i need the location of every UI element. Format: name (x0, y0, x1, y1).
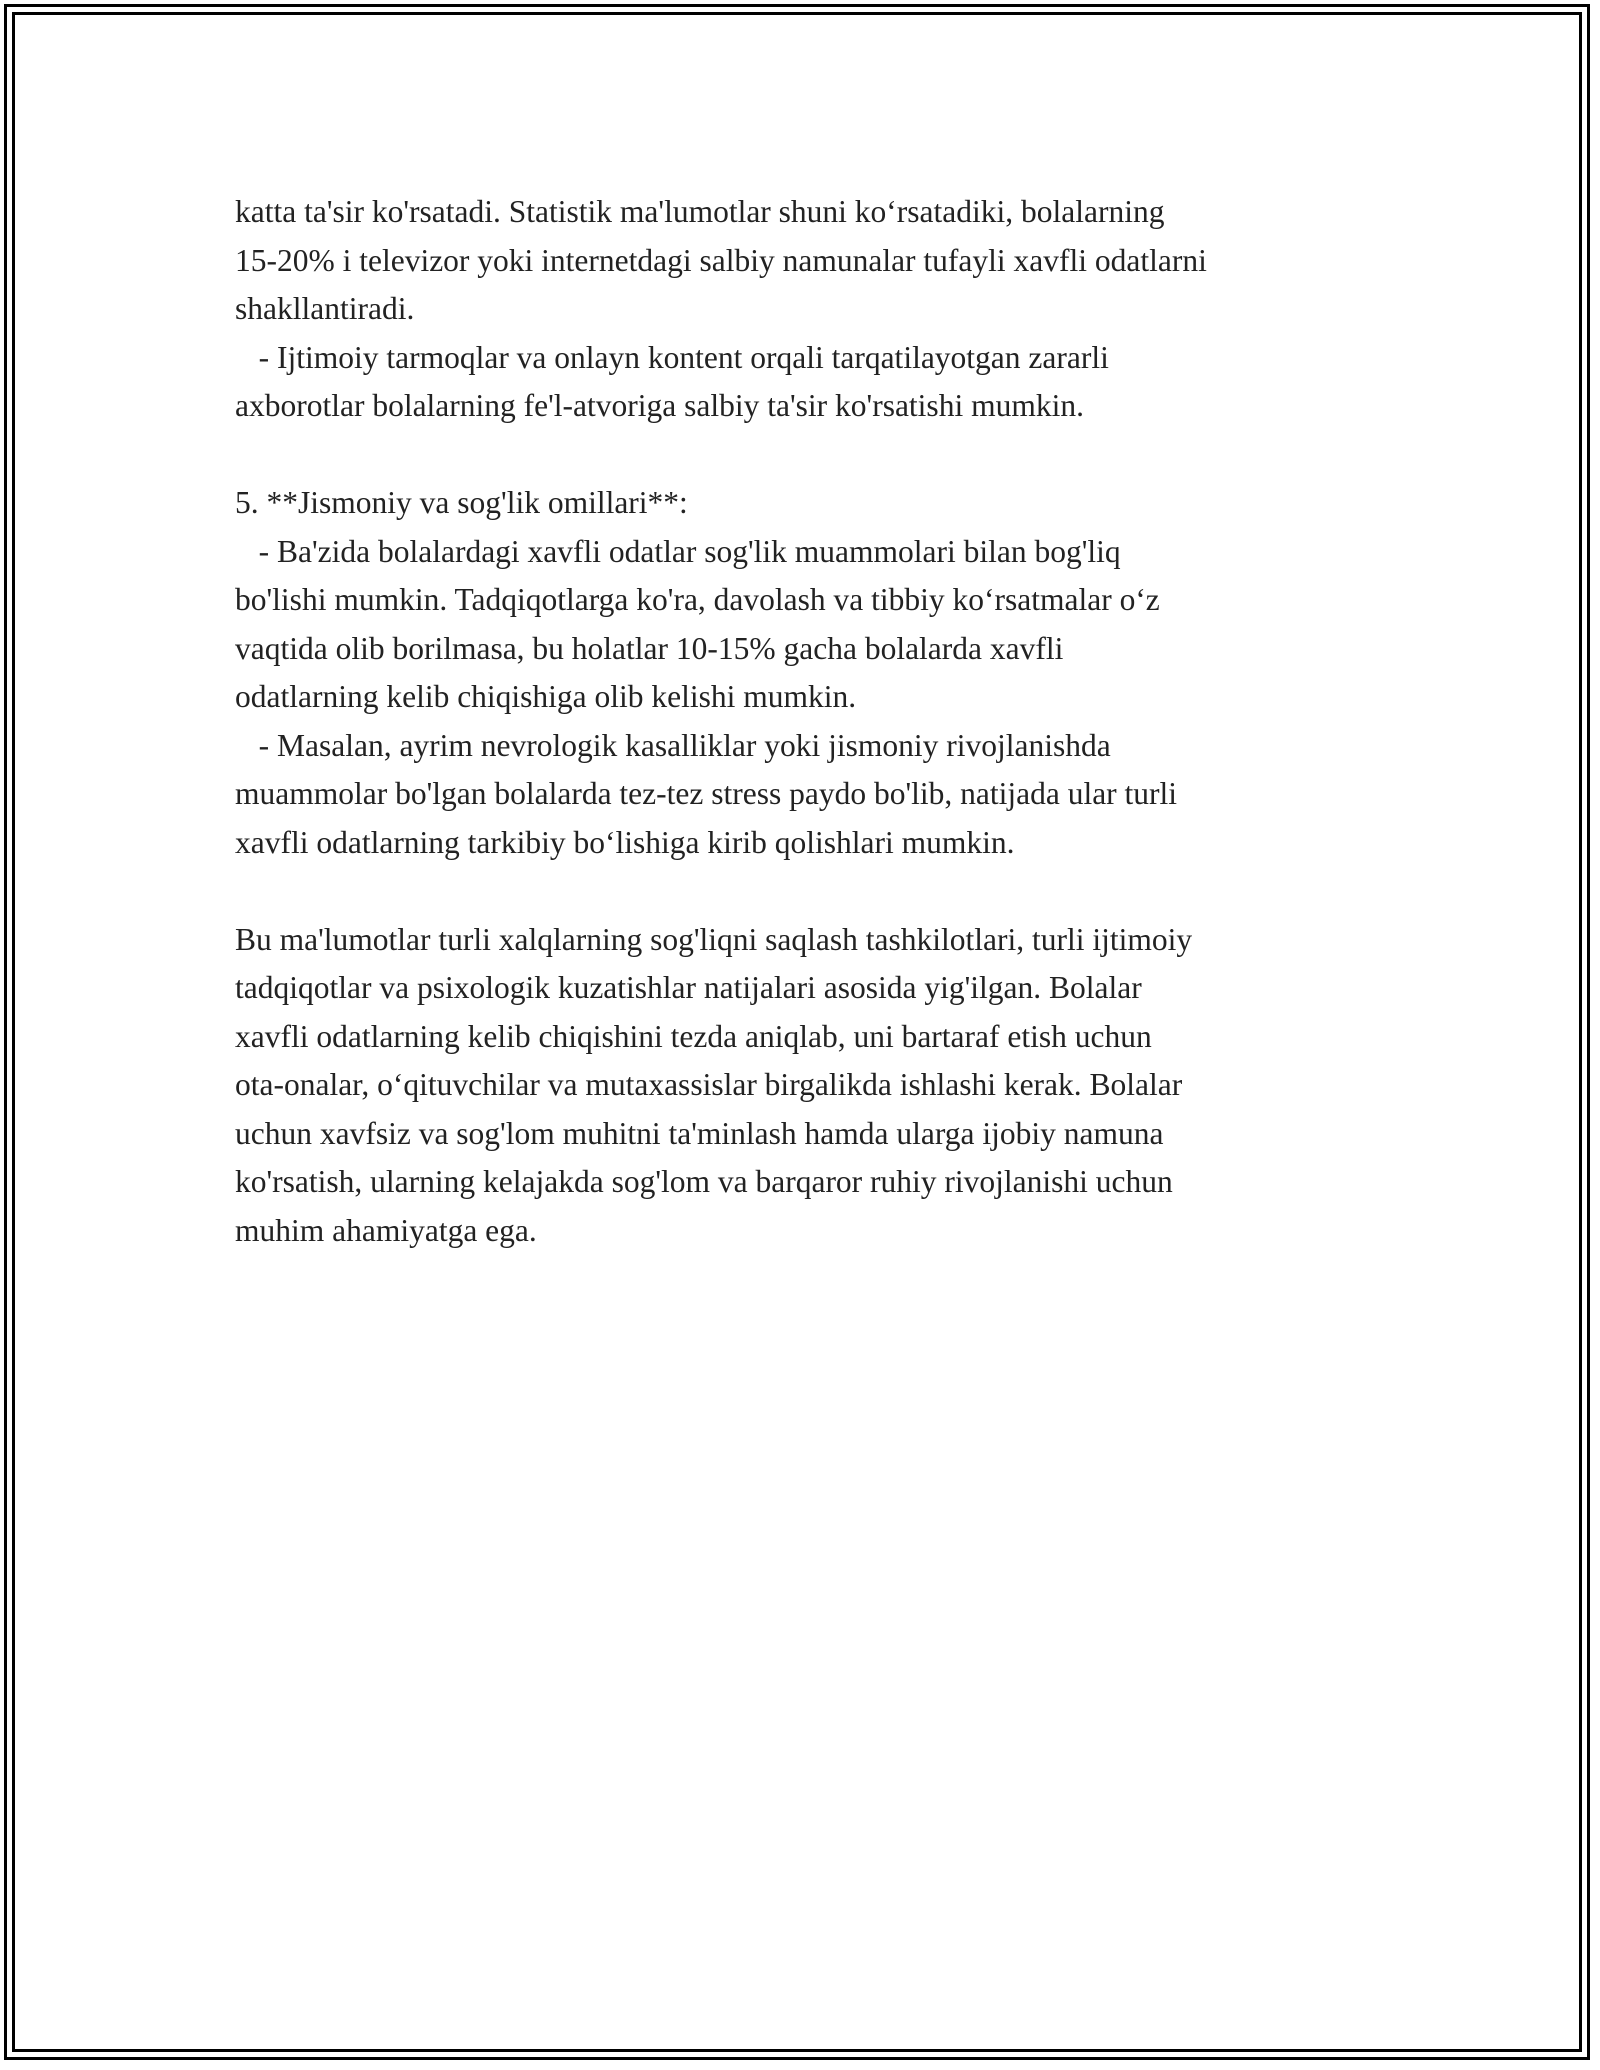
paragraph-1 (235, 188, 1415, 431)
text-line: axborotlar bolalarning fe'l-atvoriga salbiy ta'sir ko'rsatishi mumkin. (235, 388, 1084, 423)
paragraph-spacer (235, 867, 1415, 916)
text-line: shakllantiradi. (235, 291, 415, 326)
text-line: 15-20% i televizor yoki internetdagi salbiy namunalar tufayli xavfli odatlarni (235, 242, 1207, 278)
section-heading: 5. **Jismoniy va sog'lik omillari**: (235, 485, 688, 520)
text-line: xavfli odatlarning tarkibiy bo‘lishiga kirib qolishlari mumkin. (235, 824, 1015, 860)
text-line: xavfli odatlarning kelib chiqishini tezda aniqlab, uni bartaraf etish uchun (235, 1018, 1152, 1054)
text-line: vaqtida olib borilmasa, bu holatlar 10-15% gacha bolalarda xavfli (235, 630, 1064, 666)
document-body (235, 188, 1415, 1255)
text-line: katta ta'sir ko'rsatadi. Statistik ma'lumotlar shuni ko‘rsatadiki, bolalarning (235, 194, 1165, 229)
text-line: uchun xavfsiz va sog'lom muhitni ta'minlash hamda ularga ijobiy namuna (235, 1115, 1164, 1151)
text-line: bo'lishi mumkin. Tadqiqotlarga ko'ra, davolash va tibbiy ko‘rsatmalar o‘z (235, 582, 1160, 617)
text-line: - Ba'zida bolalardagi xavfli odatlar sog'lik muammolari bilan bog'liq (235, 533, 1121, 569)
section-5 (235, 479, 1415, 867)
text-line: ota-onalar, o‘qituvchilar va mutaxassislar birgalikda ishlashi kerak. Bolalar (235, 1067, 1183, 1102)
text-line: odatlarning kelib chiqishiga olib kelishi mumkin. (235, 679, 857, 714)
conclusion-paragraph (235, 916, 1415, 1256)
text-line: ko'rsatish, ularning kelajakda sog'lom va barqaror ruhiy rivojlanishi uchun (235, 1164, 1173, 1199)
paragraph-spacer (235, 431, 1415, 480)
text-line: muammolar bo'lgan bolalarda tez-tez stress paydo bo'lib, natijada ular turli (235, 776, 1178, 811)
text-line: - Ijtimoiy tarmoqlar va onlayn kontent orqali tarqatilayotgan zararli (235, 339, 1109, 375)
text-line: tadqiqotlar va psixologik kuzatishlar natijalari asosida yig'ilgan. Bolalar (235, 970, 1142, 1005)
text-line: Bu ma'lumotlar turli xalqlarning sog'liqni saqlash tashkilotlari, turli ijtimoiy (235, 921, 1193, 957)
text-line: - Masalan, ayrim nevrologik kasalliklar yoki jismoniy rivojlanishda (235, 727, 1111, 763)
text-line: muhim ahamiyatga ega. (235, 1212, 537, 1248)
